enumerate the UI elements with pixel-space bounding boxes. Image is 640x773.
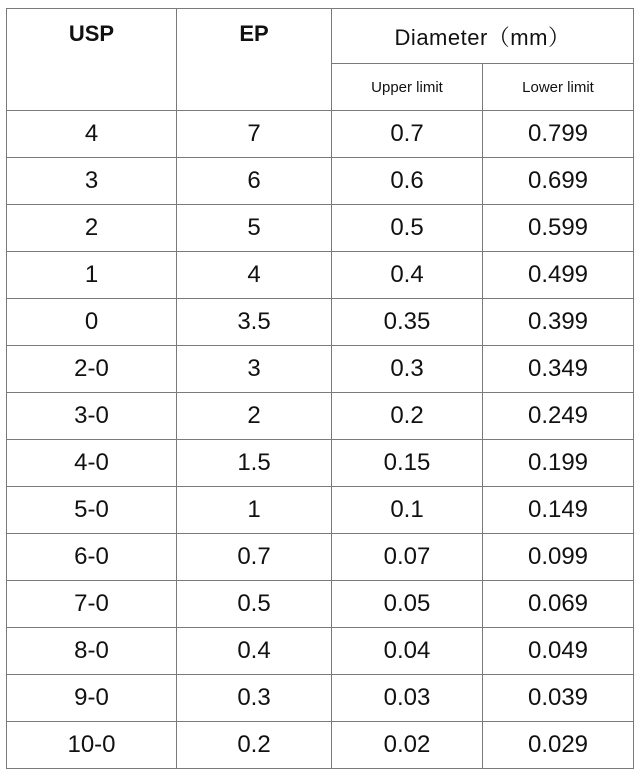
cell-lower-limit: 0.799: [483, 111, 634, 158]
table-header: [7, 9, 634, 111]
header-row: [7, 9, 634, 64]
cell-lower-limit: 0.399: [483, 299, 634, 346]
cell-lower-limit: 0.249: [483, 393, 634, 440]
cell-lower-limit: 0.699: [483, 158, 634, 205]
table-row: [7, 722, 634, 769]
cell-ep: 0.7: [177, 534, 332, 581]
cell-ep: 7: [177, 111, 332, 158]
cell-upper-limit: 0.15: [332, 440, 483, 487]
cell-ep: 5: [177, 205, 332, 252]
table-row: [7, 299, 634, 346]
header-diameter: Diameter（mm）: [332, 9, 634, 64]
cell-ep: 3: [177, 346, 332, 393]
table-body: [7, 111, 634, 769]
cell-upper-limit: 0.07: [332, 534, 483, 581]
cell-lower-limit: 0.029: [483, 722, 634, 769]
cell-upper-limit: 0.3: [332, 346, 483, 393]
cell-ep: 4: [177, 252, 332, 299]
cell-upper-limit: 0.6: [332, 158, 483, 205]
header-usp: USP: [7, 9, 177, 111]
cell-usp: 9-0: [7, 675, 177, 722]
cell-lower-limit: 0.499: [483, 252, 634, 299]
cell-upper-limit: 0.5: [332, 205, 483, 252]
cell-lower-limit: 0.069: [483, 581, 634, 628]
table-row: [7, 393, 634, 440]
cell-lower-limit: 0.199: [483, 440, 634, 487]
cell-upper-limit: 0.4: [332, 252, 483, 299]
cell-ep: 0.5: [177, 581, 332, 628]
cell-usp: 7-0: [7, 581, 177, 628]
cell-usp: 0: [7, 299, 177, 346]
cell-ep: 2: [177, 393, 332, 440]
cell-upper-limit: 0.35: [332, 299, 483, 346]
cell-lower-limit: 0.049: [483, 628, 634, 675]
header-upper-limit: Upper limit: [332, 64, 483, 111]
cell-usp: 8-0: [7, 628, 177, 675]
cell-ep: 1.5: [177, 440, 332, 487]
cell-usp: 2: [7, 205, 177, 252]
cell-ep: 0.3: [177, 675, 332, 722]
cell-upper-limit: 0.04: [332, 628, 483, 675]
cell-upper-limit: 0.1: [332, 487, 483, 534]
suture-size-table: [6, 8, 634, 769]
header-ep: EP: [177, 9, 332, 111]
cell-usp: 4-0: [7, 440, 177, 487]
table-row: [7, 581, 634, 628]
cell-upper-limit: 0.7: [332, 111, 483, 158]
table-row: [7, 158, 634, 205]
cell-upper-limit: 0.03: [332, 675, 483, 722]
cell-ep: 0.4: [177, 628, 332, 675]
cell-upper-limit: 0.02: [332, 722, 483, 769]
table-row: [7, 487, 634, 534]
header-lower-limit: Lower limit: [483, 64, 634, 111]
cell-lower-limit: 0.039: [483, 675, 634, 722]
table-row: [7, 628, 634, 675]
cell-usp: 10-0: [7, 722, 177, 769]
cell-ep: 3.5: [177, 299, 332, 346]
cell-usp: 6-0: [7, 534, 177, 581]
cell-usp: 1: [7, 252, 177, 299]
cell-upper-limit: 0.2: [332, 393, 483, 440]
cell-usp: 3: [7, 158, 177, 205]
cell-ep: 6: [177, 158, 332, 205]
cell-lower-limit: 0.599: [483, 205, 634, 252]
cell-lower-limit: 0.099: [483, 534, 634, 581]
cell-usp: 2-0: [7, 346, 177, 393]
table-row: [7, 346, 634, 393]
cell-lower-limit: 0.149: [483, 487, 634, 534]
table-row: [7, 675, 634, 722]
cell-usp: 4: [7, 111, 177, 158]
cell-usp: 5-0: [7, 487, 177, 534]
cell-upper-limit: 0.05: [332, 581, 483, 628]
table-row: [7, 252, 634, 299]
cell-usp: 3-0: [7, 393, 177, 440]
table-row: [7, 111, 634, 158]
cell-ep: 0.2: [177, 722, 332, 769]
cell-ep: 1: [177, 487, 332, 534]
table-row: [7, 440, 634, 487]
table-row: [7, 205, 634, 252]
cell-lower-limit: 0.349: [483, 346, 634, 393]
table-row: [7, 534, 634, 581]
